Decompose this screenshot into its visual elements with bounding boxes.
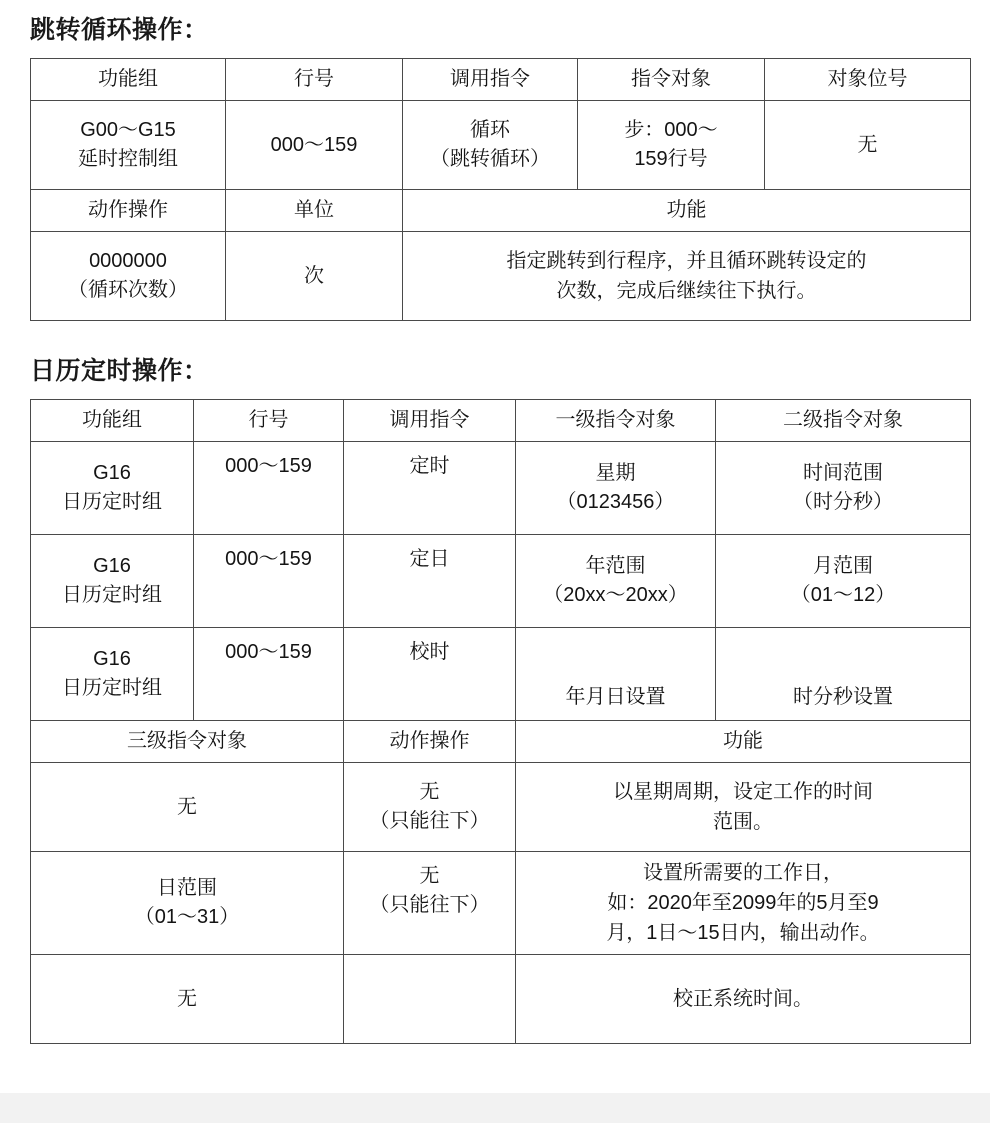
cell-level1-object — [516, 628, 716, 721]
cell-line: 日范围 — [157, 877, 217, 899]
cell-function-description — [516, 955, 971, 1044]
col-header-unit: 单位 — [226, 190, 403, 232]
cell-action-operation — [344, 852, 516, 955]
cell-line: 星期 — [595, 462, 636, 484]
cell-line: 无 — [419, 865, 440, 887]
section-jump-loop — [0, 0, 990, 321]
col-header-call-instruction: 调用指令 — [403, 59, 578, 101]
section-calendar-timer — [0, 325, 990, 1044]
cell-line: 无 — [419, 781, 440, 803]
cell-line: G00～G15 — [80, 119, 176, 141]
cell-line: 指定跳转到行程序，并且循环跳转设定的 — [506, 250, 867, 272]
cell-line: G16 — [93, 648, 131, 670]
col-header-function-group: 功能组 — [31, 59, 226, 101]
cell-function-group — [31, 535, 194, 628]
cell-function-description — [403, 232, 971, 321]
col-header-level3-object: 三级指令对象 — [31, 721, 344, 763]
table-row — [31, 955, 971, 1044]
cell-line: （跳转循环） — [430, 148, 550, 170]
cell-line: （01～12） — [790, 584, 896, 606]
col-header-function: 功能 — [516, 721, 971, 763]
table-row — [31, 400, 971, 442]
cell-line: 定时 — [409, 455, 450, 477]
cell-level2-object — [716, 628, 971, 721]
table-row — [31, 721, 971, 763]
col-header-function-group: 功能组 — [31, 400, 194, 442]
cell-line: 000～159 — [225, 641, 312, 663]
cell-level3-object — [31, 955, 344, 1044]
col-header-line-number: 行号 — [194, 400, 344, 442]
cell-line: 如：2020年至2099年的5月至9 — [607, 892, 879, 914]
table-row — [31, 535, 971, 628]
table-row — [31, 763, 971, 852]
col-header-function: 功能 — [403, 190, 971, 232]
cell-line: 日历定时组 — [62, 584, 162, 606]
section2-title: 日历定时操作： — [30, 357, 209, 385]
cell-unit — [226, 232, 403, 321]
cell-line: （0123456） — [556, 491, 675, 513]
cell-line: （20xx～20xx） — [543, 584, 688, 606]
section1-title: 跳转循环操作： — [30, 16, 209, 44]
cell-line: 年月日设置 — [565, 686, 666, 708]
cell-line: （01～31） — [134, 906, 240, 928]
cell-line: 日历定时组 — [62, 677, 162, 699]
cell-action-operation — [344, 955, 516, 1044]
cell-line: 校时 — [409, 641, 450, 663]
cell-line: 时分秒设置 — [793, 686, 893, 708]
table-row — [31, 101, 971, 190]
cell-line-number — [194, 628, 344, 721]
cell-line: 000～159 — [270, 133, 358, 156]
cell-line: 定日 — [409, 548, 450, 570]
cell-level1-object — [516, 535, 716, 628]
cell-line: 月范围 — [813, 555, 873, 577]
calendar-timer-table — [30, 399, 971, 1044]
cell-call-instruction — [344, 442, 516, 535]
cell-line: 校正系统时间。 — [673, 988, 813, 1010]
page-footer-strip — [0, 1093, 990, 1123]
col-header-line-number: 行号 — [226, 59, 403, 101]
cell-line: G16 — [93, 462, 131, 484]
cell-line: （循环次数） — [68, 279, 188, 301]
jump-loop-table — [30, 58, 971, 321]
cell-call-instruction — [344, 628, 516, 721]
table-row — [31, 232, 971, 321]
cell-action-operation — [31, 232, 226, 321]
cell-function-group — [31, 101, 226, 190]
cell-line: 以星期周期，设定工作的时间 — [613, 781, 873, 803]
cell-line: 年范围 — [585, 555, 646, 577]
cell-line: （只能往下） — [369, 810, 490, 832]
cell-line: 设置所需要的工作日， — [643, 862, 843, 884]
cell-function-description — [516, 852, 971, 955]
cell-line: 时间范围 — [803, 462, 883, 484]
cell-line: 000～159 — [225, 548, 312, 570]
cell-line: 无 — [177, 795, 197, 818]
table-row — [31, 190, 971, 232]
cell-level1-object — [516, 442, 716, 535]
cell-line: G16 — [93, 555, 131, 577]
col-header-action-operation: 动作操作 — [31, 190, 226, 232]
table-row — [31, 442, 971, 535]
cell-line: 次数，完成后继续往下执行。 — [556, 280, 817, 302]
cell-line-number — [226, 101, 403, 190]
cell-line: 159行号 — [634, 148, 708, 170]
table-row — [31, 852, 971, 955]
cell-line: 次 — [304, 264, 324, 287]
col-header-call-instruction: 调用指令 — [344, 400, 516, 442]
cell-line: 0000000 — [89, 250, 167, 272]
cell-function-group — [31, 442, 194, 535]
cell-level2-object — [716, 535, 971, 628]
table-row — [31, 59, 971, 101]
col-header-instruction-object: 指令对象 — [578, 59, 765, 101]
col-header-action-operation: 动作操作 — [344, 721, 516, 763]
cell-line-number — [194, 442, 344, 535]
col-header-level2-object: 二级指令对象 — [716, 400, 971, 442]
cell-instruction-object — [578, 101, 765, 190]
cell-line: 范围。 — [713, 811, 773, 833]
cell-line: 月，1日～15日内，输出动作。 — [606, 922, 880, 944]
cell-line: 步：000～ — [624, 119, 718, 141]
cell-line: 000～159 — [225, 455, 312, 477]
cell-call-instruction — [344, 535, 516, 628]
cell-function-description — [516, 763, 971, 852]
cell-function-group — [31, 628, 194, 721]
col-header-level1-object: 一级指令对象 — [516, 400, 716, 442]
cell-level3-object — [31, 763, 344, 852]
cell-line: （只能往下） — [369, 894, 490, 916]
cell-line: 无 — [857, 133, 878, 156]
cell-action-operation — [344, 763, 516, 852]
cell-line: 延时控制组 — [78, 148, 178, 170]
table-row — [31, 628, 971, 721]
cell-line: 无 — [177, 987, 197, 1010]
cell-level2-object — [716, 442, 971, 535]
cell-line: 日历定时组 — [62, 491, 162, 513]
cell-level3-object — [31, 852, 344, 955]
cell-line-number — [194, 535, 344, 628]
cell-object-bit — [765, 101, 971, 190]
cell-line: （时分秒） — [793, 491, 893, 513]
cell-call-instruction — [403, 101, 578, 190]
cell-line: 循环 — [470, 119, 510, 141]
col-header-object-bit: 对象位号 — [765, 59, 971, 101]
